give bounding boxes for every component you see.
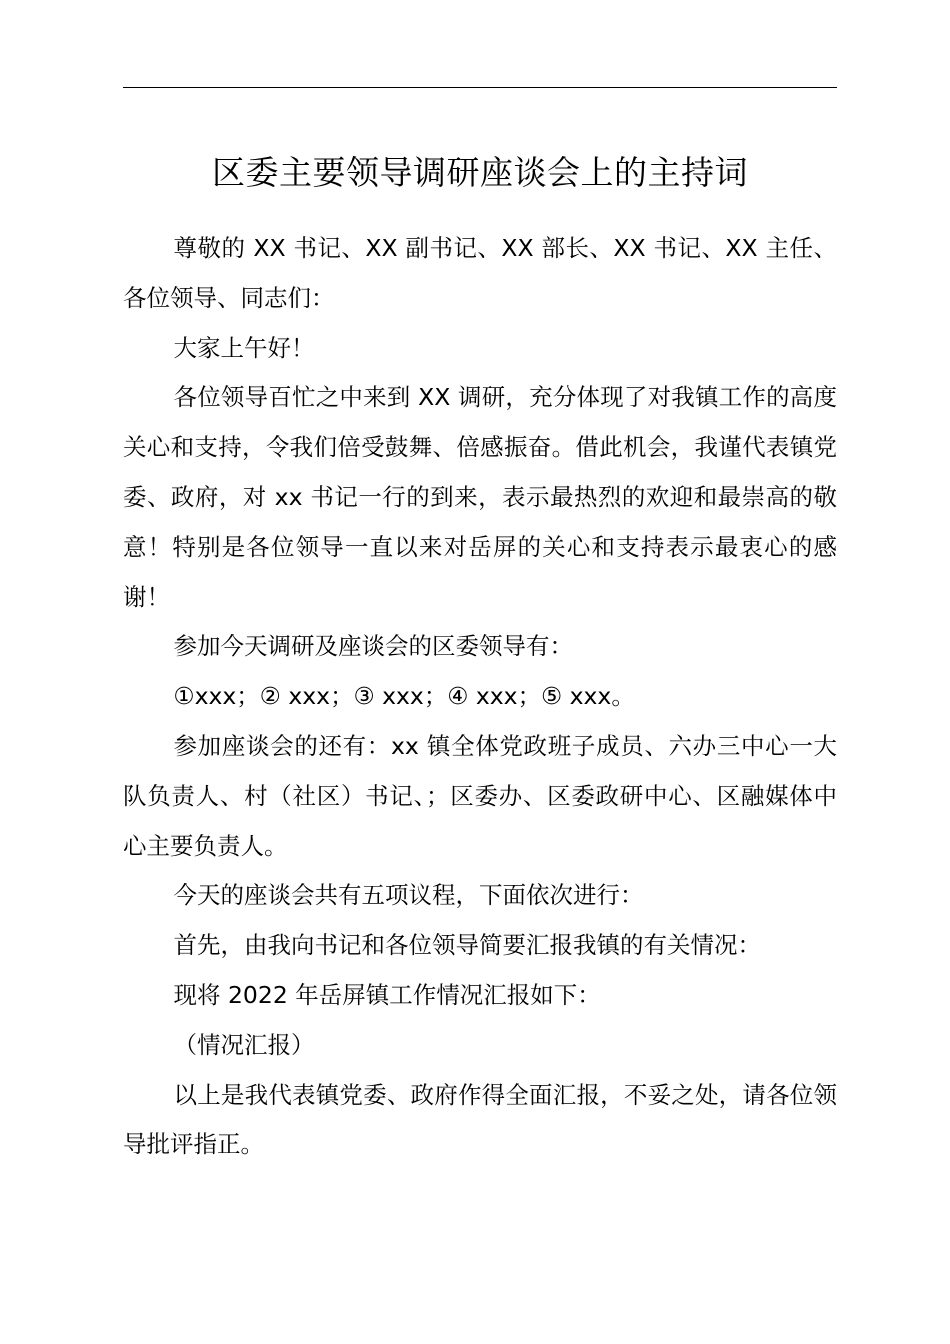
header-rule [123,87,837,88]
paragraph-closing: 以上是我代表镇党委、政府作得全面汇报，不妥之处，请各位领导批评指正。 [123,1080,837,1159]
paragraph-first-item: 首先，由我向书记和各位领导简要汇报我镇的有关情况： [173,931,762,960]
paragraph-greeting: 大家上午好！ [173,333,315,362]
paragraph-report-intro: 现将 2022 年岳屏镇工作情况汇报如下： [173,980,601,1009]
document-title: 区委主要领导调研座谈会上的主持词 [212,153,748,192]
paragraph-welcome: 各位领导百忙之中来到 XX 调研，充分体现了对我镇工作的高度关心和支持，令我们倍受鼓舞、倍感振奋。借此机会，我谨代表镇党委、政府，对 xx 书记一行的到来，表示最热烈的欢迎和最崇高的敬意！特别是各位领导一直以来对岳屏的关心和支持表示最衷心的感谢！ [123,383,837,611]
paragraph-leaders-list: ①xxx；② xxx；③ xxx；④ xxx；⑤ xxx。 [173,682,635,711]
paragraph-report-placeholder: （情况汇报） [173,1030,315,1059]
paragraph-attendees: 参加座谈会的还有：xx 镇全体党政班子成员、六办三中心一大队负责人、村（社区）书记、；区委办、区委政研中心、区融媒体中心主要负责人。 [123,731,837,860]
paragraph-leaders-intro: 参加今天调研及座谈会的区委领导有： [173,632,574,661]
document-body [123,224,837,1170]
paragraph-agenda-intro: 今天的座谈会共有五项议程，下面依次进行： [173,881,644,910]
paragraph-salutation: 尊敬的 XX 书记、XX 副书记、XX 部长、XX 书记、XX 主任、各位领导、同志们： [123,234,837,312]
